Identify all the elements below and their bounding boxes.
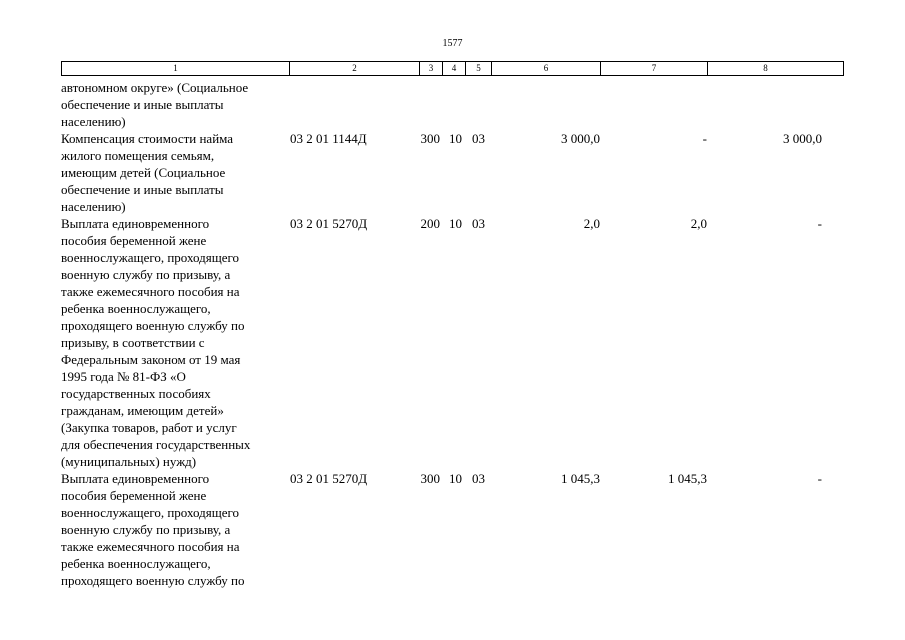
- row-subsection: [465, 79, 491, 130]
- row-description: Компенсация стоимости найма жилого помещения семьям, имеющим детей (Социальное обеспечение и иные выплаты населению): [61, 131, 234, 214]
- row-amount-7: -: [702, 131, 707, 146]
- row-amount-8: 3 000,0: [783, 131, 822, 146]
- page-number: 1577: [442, 38, 463, 49]
- table-column-header-row: [61, 61, 844, 76]
- row-target-code: [289, 79, 419, 130]
- row-subsection: 03: [472, 471, 485, 486]
- row-amount-8: -: [817, 216, 822, 231]
- column-header-3: 3: [420, 62, 443, 75]
- row-section: 10: [449, 216, 462, 231]
- table-row: [61, 79, 844, 130]
- column-header-1: 1: [62, 62, 290, 75]
- row-amount-7: [600, 79, 707, 130]
- row-description: Выплата единовременного пособия беременной жене военнослужащего, проходящего военную службу по призыву, а также ежемесячного пособия на ребенка военнослужащего, проходящего военную службу по: [61, 471, 245, 588]
- table-row: [61, 215, 844, 470]
- row-amount-8: [707, 79, 822, 130]
- column-header-4: 4: [443, 62, 466, 75]
- column-header-6: 6: [492, 62, 601, 75]
- row-expense-type: 200: [420, 216, 440, 231]
- row-section: 10: [449, 471, 462, 486]
- column-header-2: 2: [290, 62, 420, 75]
- table-body: [61, 79, 844, 589]
- row-description: Выплата единовременного пособия беременной жене военнослужащего, проходящего военную службу по призыву, а также ежемесячного пособия на ребенка военнослужащего, проходящего военную службу по призыву, в соответствии с Федеральным законом от 19 мая 1995 года № 81-ФЗ «О государственных пособиях гражданам, имеющим детей» (Закупка товаров, работ и услуг для обеспечения государственных (муниципальных) нужд): [61, 216, 251, 469]
- row-target-code: 03 2 01 5270Д: [290, 216, 368, 231]
- row-subsection: 03: [472, 216, 485, 231]
- row-subsection: 03: [472, 131, 485, 146]
- row-target-code: 03 2 01 1144Д: [290, 131, 367, 146]
- row-expense-type: 300: [420, 131, 440, 146]
- row-amount-total: 2,0: [583, 216, 600, 231]
- column-header-8: 8: [763, 63, 768, 73]
- row-description: автономном округе» (Социальное обеспечение и иные выплаты населению): [61, 80, 249, 129]
- row-expense-type: [419, 79, 442, 130]
- row-amount-total: 1 045,3: [561, 471, 600, 486]
- row-section: [442, 79, 465, 130]
- row-amount-7: 2,0: [690, 216, 707, 231]
- row-target-code: 03 2 01 5270Д: [290, 471, 368, 486]
- column-header-5: 5: [466, 62, 492, 75]
- row-amount-total: [491, 79, 600, 130]
- table-row: [61, 470, 844, 589]
- row-section: 10: [449, 131, 462, 146]
- row-amount-8: -: [817, 471, 822, 486]
- row-expense-type: 300: [420, 471, 440, 486]
- row-amount-7: 1 045,3: [668, 471, 707, 486]
- column-header-7: 7: [601, 62, 708, 75]
- table-row: [61, 130, 844, 215]
- row-amount-total: 3 000,0: [561, 131, 600, 146]
